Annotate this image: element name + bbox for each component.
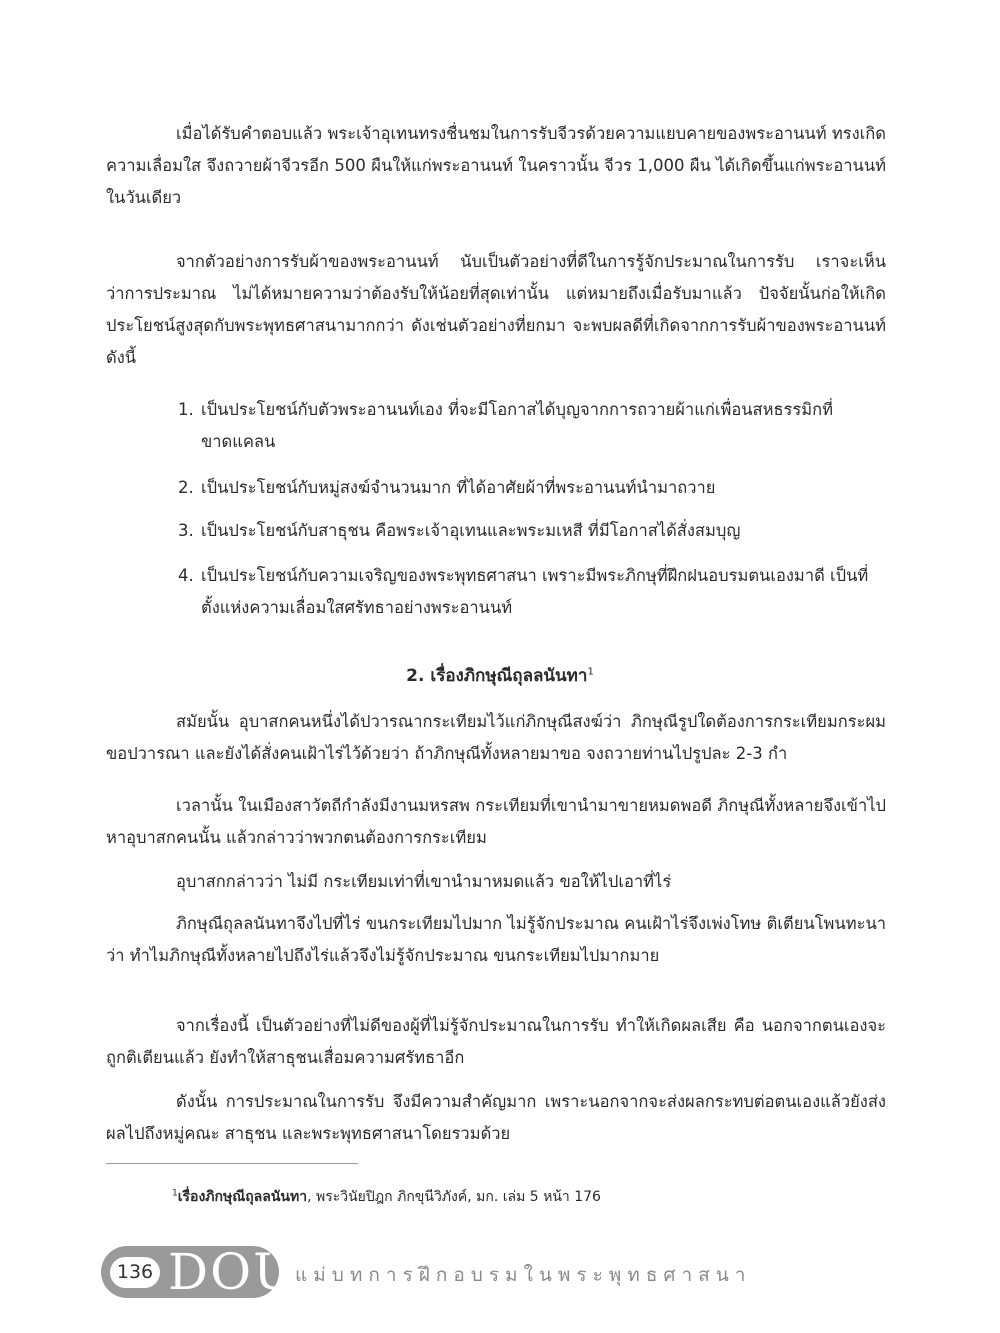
list-item <box>178 472 886 504</box>
list-number: 1. <box>178 400 194 419</box>
paragraph-4: เวลานั้น ในเมืองสาวัตถีกำลังมีงานมหรสพ กระเทียมที่เขานำมาขายหมดพอดี ภิกษุณีทั้งหลายจึงเข้าไปหาอุบาสกคนนั้น แล้วกล่าวว่าพวกตนต้องการกระเทียม <box>106 796 886 847</box>
footnote-citation: , พระวินัยปิฎก ภิกขุนีวิภังค์, มก. เล่ม 5 หน้า 176 <box>307 1189 601 1205</box>
footnote <box>172 1186 601 1208</box>
list-text: เป็นประโยชน์กับสาธุชน คือพระเจ้าอุเทนและพระมเหสี ที่มีโอกาสได้สั่งสมบุญ <box>201 521 741 540</box>
section-heading-text: 2. เรื่องภิกษุณีถุลลนันทา <box>406 666 588 686</box>
paragraph-1: เมื่อได้รับคำตอบแล้ว พระเจ้าอุเทนทรงชื่นชมในการรับจีวรด้วยความแยบคายของพระอานนท์ ทรงเกิดความเลื่อมใส จึงถวายผ้าจีวรอีก 500 ผืนให้แก่พระอานนท์ ในคราวนั้น จีวร 1,000 ผืน ได้เกิดขึ้นแก่พระอานนท์ในวันเดียว <box>106 124 886 207</box>
dou-logo: DOU <box>168 1243 298 1301</box>
paragraph-3: สมัยนั้น อุบาสกคนหนึ่งได้ปวารณากระเทียมไว้แก่ภิกษุณีสงฆ์ว่า ภิกษุณีรูปใดต้องการกระเทียมกระผมขอปวารณา และยังได้สั่งคนเฝ้าไร่ไว้ด้วยว่า ถ้าภิกษุณีทั้งหลายมาขอ จงถวายท่านไปรูปละ 2-3 กำ <box>106 712 886 763</box>
paragraph-5: อุบาสกกล่าวว่า ไม่มี กระเทียมเท่าที่เขานำมาหมดแล้ว ขอให้ไปเอาที่ไร่ <box>176 872 672 891</box>
list-text: เป็นประโยชน์กับตัวพระอานนท์เอง ที่จะมีโอกาสได้บุญจากการถวายผ้าแก่เพื่อนสหธรรมิกที่ขาดแคลน <box>201 400 834 451</box>
list-item <box>178 394 886 458</box>
page-number: 136 <box>110 1257 160 1288</box>
footnote-ref: 1 <box>587 666 594 678</box>
list-number: 2. <box>178 478 194 497</box>
list-text: เป็นประโยชน์กับความเจริญของพระพุทธศาสนา เพราะมีพระภิกษุที่ฝึกฝนอบรมตนเองมาดี เป็นที่ตั้งแห่งความเลื่อมใสศรัทธาอย่างพระอานนท์ <box>201 566 869 617</box>
book-title: แม่บทการฝึกอบรมในพระพุทธศาสนา <box>295 1264 752 1286</box>
list-number: 4. <box>178 566 194 585</box>
list-item <box>178 515 886 547</box>
paragraph-6: ภิกษุณีถุลลนันทาจึงไปที่ไร่ ขนกระเทียมไปมาก ไม่รู้จักประมาณ คนเฝ้าไร่จึงเพ่งโทษ ติเตียนโพนทะนาว่า ทำไมภิกษุณีทั้งหลายไปถึงไร่แล้วจึงไม่รู้จักประมาณ ขนกระเทียมไปมากมาย <box>106 914 886 965</box>
list-item <box>178 560 886 624</box>
paragraph-2: จากตัวอย่างการรับผ้าของพระอานนท์ นับเป็นตัวอย่างที่ดีในการรู้จักประมาณในการรับ เราจะเห็นว่าการประมาณ ไม่ได้หมายความว่าต้องรับให้น้อยที่สุดเท่านั้น แต่หมายถึงเมื่อรับมาแล้ว ปัจจัยนั้นก่อให้เกิดประโยชน์สูงสุดกับพระพุทธศาสนามากกว่า ดังเช่นตัวอย่างที่ยกมา จะพบผลดีที่เกิดจากการรับผ้าของพระอานนท์ดังนี้ <box>106 252 886 367</box>
paragraph-8: ดังนั้น การประมาณในการรับ จึงมีความสำคัญมาก เพราะนอกจากจะส่งผลกระทบต่อตนเองแล้วยังส่งผลไปถึงหมู่คณะ สาธุชน และพระพุทธศาสนาโดยรวมด้วย <box>106 1092 886 1143</box>
footnote-number: 1 <box>172 1188 178 1199</box>
section-heading <box>0 662 1000 689</box>
footnote-divider <box>106 1163 358 1164</box>
list-text: เป็นประโยชน์กับหมู่สงฆ์จำนวนมาก ที่ได้อาศัยผ้าที่พระอานนท์นำมาถวาย <box>201 478 716 497</box>
paragraph-7: จากเรื่องนี้ เป็นตัวอย่างที่ไม่ดีของผู้ที่ไม่รู้จักประมาณในการรับ ทำให้เกิดผลเสีย คือ นอกจากตนเองจะถูกติเตียนแล้ว ยังทำให้สาธุชนเสื่อมความศรัทธาอีก <box>106 1016 886 1067</box>
footnote-title: เรื่องภิกษุณีถุลลนันทา <box>177 1189 308 1205</box>
list-number: 3. <box>178 521 194 540</box>
